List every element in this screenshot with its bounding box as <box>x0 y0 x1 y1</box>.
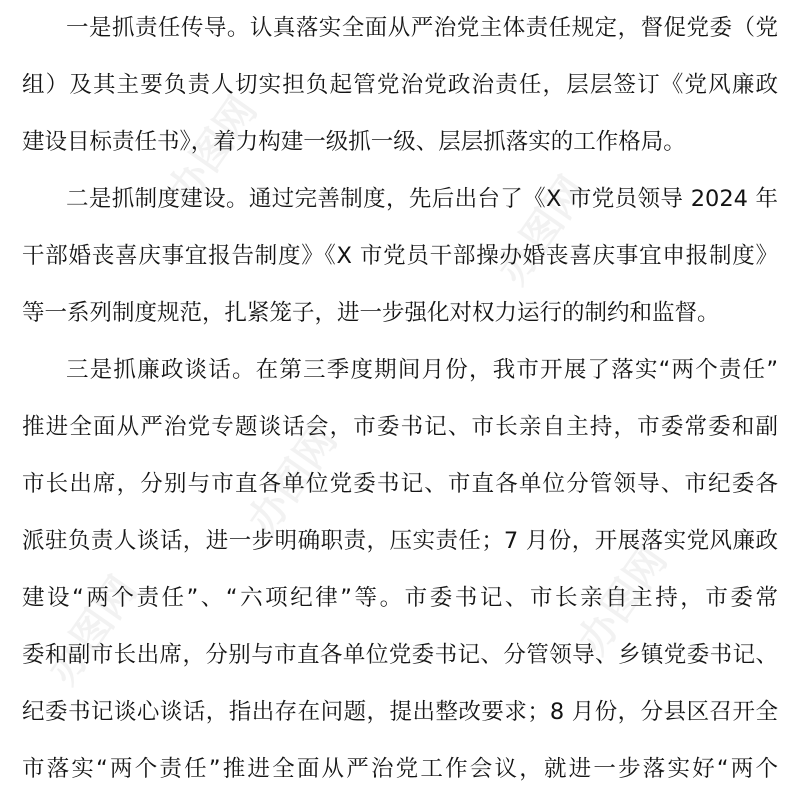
watermark: 办图网 <box>489 168 597 293</box>
paragraph-1-line-2: 组）及其主要负责人切实担负起管党治党政治责任，层层签订《党风廉政 <box>22 72 778 98</box>
paragraph-3-line-5: 建设“两个责任”、“六项纪律”等。市委书记、市长亲自主持，市委常 <box>22 585 778 611</box>
paragraph-3-line-4: 派驻负责人谈话，进一步明确职责，压实责任；7 月份，开展落实党风廉政 <box>22 528 778 554</box>
paragraph-1-line-3: 建设目标责任书》，着力构建一级抓一级、层层抓落实的工作格局。 <box>22 129 686 155</box>
paragraph-2-line-2: 干部婚丧喜庆事宜报告制度》《X 市党员干部操办婚丧喜庆事宜申报制度》 <box>22 243 778 269</box>
watermark: 办图网 <box>239 418 347 543</box>
watermark: 办图网 <box>39 568 147 693</box>
watermark: 办图网 <box>569 538 677 663</box>
paragraph-3-line-8: 市落实“两个责任”推进全面从严治党工作会议，就进一步落实好“两个 <box>22 756 778 782</box>
paragraph-2-line-3: 等一系列制度规范，扎紧笼子，进一步强化对权力运行的制约和监督。 <box>22 300 720 326</box>
paragraph-1-line-1: 一是抓责任传导。认真落实全面从严治党主体责任规定，督促党委（党 <box>66 15 778 41</box>
paragraph-3-line-2: 推进全面从严治党专题谈话会，市委书记、市长亲自主持，市委常委和副 <box>22 414 778 440</box>
paragraph-2-line-1: 二是抓制度建设。通过完善制度，先后出台了《X 市党员领导 2024 年 <box>66 186 778 212</box>
watermark: 办图网 <box>159 88 267 213</box>
paragraph-3-line-3: 市长出席，分别与市直各单位党委书记、市直各单位分管领导、市纪委各 <box>22 471 778 497</box>
paragraph-3-line-7: 纪委书记谈心谈话，指出存在问题，提出整改要求；8 月份，分县区召开全 <box>22 699 778 725</box>
paragraph-3-line-6: 委和副市长出席，分别与市直各单位党委书记、分管领导、乡镇党委书记、 <box>22 642 778 668</box>
paragraph-3-line-1: 三是抓廉政谈话。在第三季度期间月份，我市开展了落实“两个责任” <box>66 357 778 383</box>
